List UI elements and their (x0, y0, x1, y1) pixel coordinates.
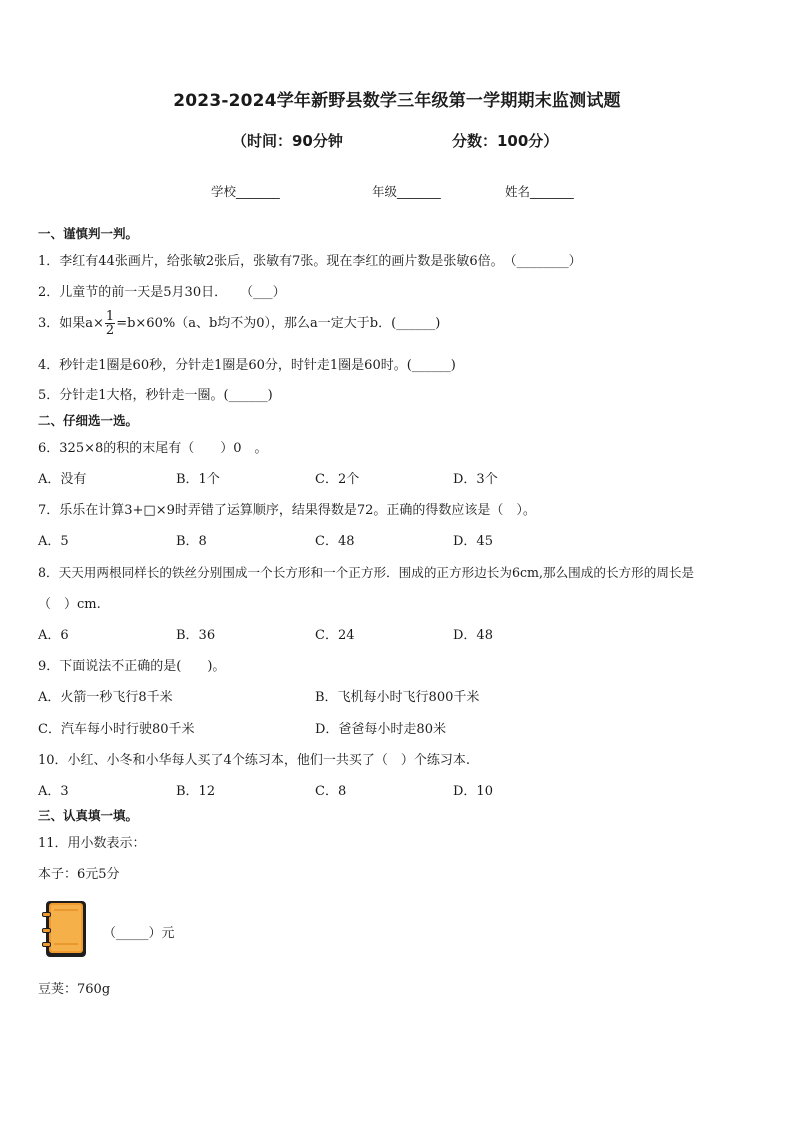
option-d: D．爸爸每小时走80米 (315, 722, 446, 737)
section-heading: 三、认真填一填。 (38, 808, 139, 823)
name-field: 姓名_______ (505, 184, 574, 199)
option-a: A．火箭一秒飞行8千米 (38, 690, 173, 705)
question-11: 11．用小数表示： (38, 836, 146, 851)
exam-score: 分数：100分） (452, 132, 559, 150)
option-c: C．2个 (315, 472, 360, 487)
option-a: A．没有 (38, 472, 87, 487)
page-title: 2023-2024学年新野县数学三年级第一学期期末监测试题 (173, 91, 621, 111)
question-3-suffix: =b×60%（a、b均不为0），那么a一定大于b．(______) (116, 316, 441, 331)
question-4: 4．秒针走1圈是60秒，分针走1圈是60分，时针走1圈是60时。(______) (38, 358, 456, 373)
option-b: B．8 (176, 534, 207, 549)
school-field: 学校_______ (211, 184, 280, 199)
question-3-prefix: 3．如果a× (38, 316, 104, 331)
question-2: 2．儿童节的前一天是5月30日． （___） (38, 285, 286, 300)
option-c: C．汽车每小时行驶80千米 (38, 722, 195, 737)
notebook-icon (40, 898, 90, 960)
option-a: A．3 (38, 784, 69, 799)
option-d: D．48 (453, 628, 493, 643)
question-3 (38, 310, 440, 337)
option-d: D．45 (453, 534, 493, 549)
bean-weight-label: 豆荚：760g (38, 982, 111, 997)
option-d: D．3个 (453, 472, 498, 487)
option-b: B．36 (176, 628, 216, 643)
option-d: D．10 (453, 784, 493, 799)
option-c: C．8 (315, 784, 347, 799)
section-heading: 一、谨慎判一判。 (38, 226, 139, 241)
option-a: A．6 (38, 628, 69, 643)
option-c: C．48 (315, 534, 355, 549)
option-b: B．飞机每小时飞行800千米 (315, 690, 480, 705)
question-5: 5．分针走1大格，秒针走一圈。(______) (38, 388, 273, 403)
grade-field: 年级_______ (372, 184, 441, 199)
fraction-denominator: 2 (105, 323, 115, 338)
exam-time: （时间：90分钟 (232, 132, 343, 150)
option-a: A．5 (38, 534, 69, 549)
question-9: 9．下面说法不正确的是( )。 (38, 659, 226, 674)
question-7: 7．乐乐在计算3+□×9时弄错了运算顺序，结果得数是72。正确的得数应该是（ ）。 (38, 503, 536, 518)
section-heading: 二、仔细选一选。 (38, 413, 139, 428)
question-8-continued: （ ）cm. (38, 597, 101, 612)
answer-blank: （_____）元 (103, 926, 175, 941)
option-c: C．24 (315, 628, 355, 643)
question-1: 1．李红有44张画片，给张敏2张后，张敏有7张。现在李红的画片数是张敏6倍。 （________） (38, 254, 582, 269)
question-10: 10．小红、小冬和小华每人买了4个练习本，他们一共买了（ ）个练习本. (38, 753, 470, 768)
option-b: B．1个 (176, 472, 220, 487)
fraction-numerator: 1 (105, 309, 115, 324)
question-6: 6．325×8的积的末尾有（ ）0 。 (38, 441, 268, 456)
option-b: B．12 (176, 784, 216, 799)
fraction (105, 310, 115, 337)
notebook-price-label: 本子：6元5分 (38, 867, 120, 882)
question-8: 8．天天用两根同样长的铁丝分别围成一个长方形和一个正方形．围成的正方形边长为6cm,那么围成的长方形的周长是 (38, 565, 695, 580)
